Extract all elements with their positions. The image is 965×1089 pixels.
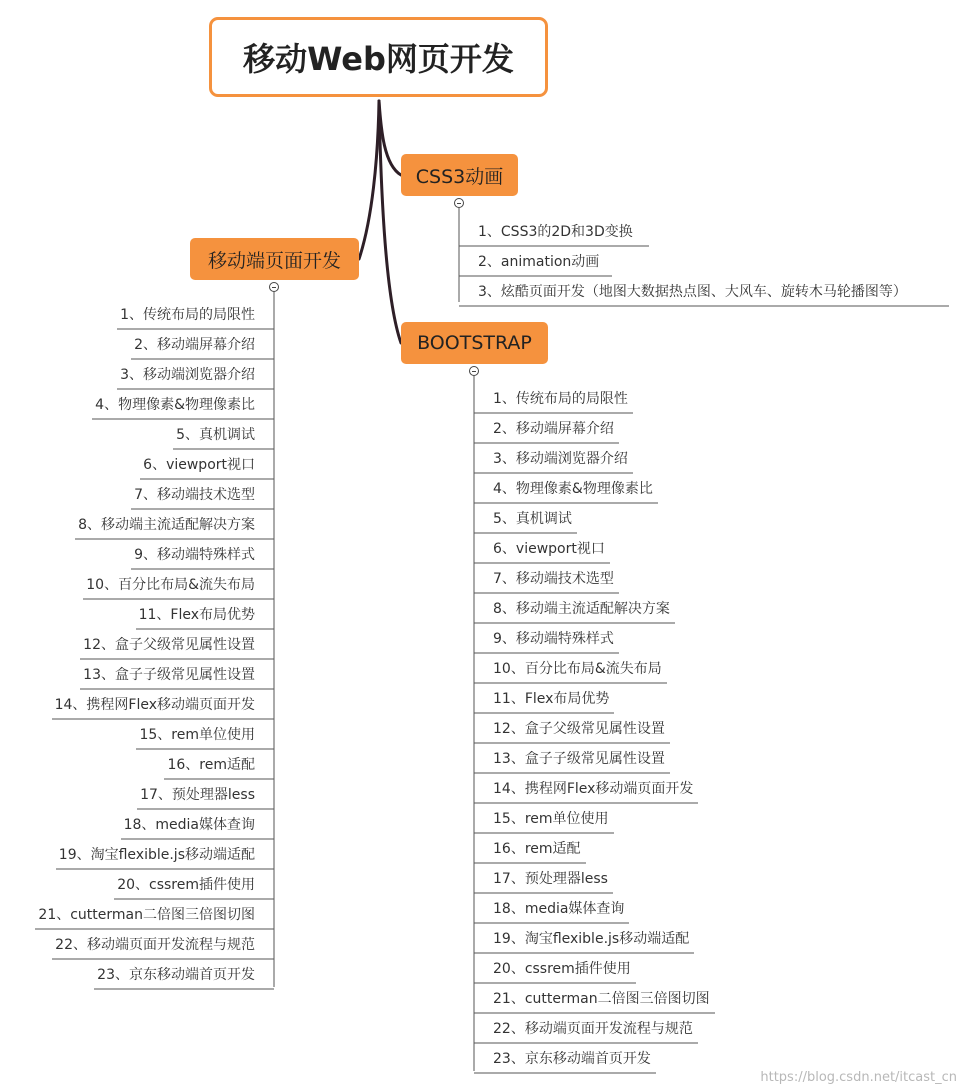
bootstrap-subtopic-item[interactable]: 10、百分比布局&流失布局 (493, 661, 662, 677)
mobile-subtopic-item[interactable]: 8、移动端主流适配解决方案 (78, 517, 255, 533)
mobile-subtopic-item[interactable]: 22、移动端页面开发流程与规范 (55, 937, 255, 953)
css3-subtopic-item[interactable]: 2、animation动画 (478, 254, 600, 270)
mobile-subtopic-item[interactable]: 7、移动端技术选型 (134, 487, 255, 503)
collapse-icon-css3[interactable] (454, 198, 464, 208)
mobile-subtopic-item[interactable]: 1、传统布局的局限性 (120, 307, 255, 323)
mobile-subtopic-item[interactable]: 15、rem单位使用 (139, 727, 255, 743)
collapse-icon-mobile[interactable] (269, 282, 279, 292)
bootstrap-subtopic-item[interactable]: 9、移动端特殊样式 (493, 631, 614, 647)
bootstrap-subtopic-item[interactable]: 13、盒子子级常见属性设置 (493, 751, 665, 767)
mobile-subtopic-item[interactable]: 9、移动端特殊样式 (134, 547, 255, 563)
mobile-subtopic-item[interactable]: 5、真机调试 (176, 427, 255, 443)
mobile-subtopic-item[interactable]: 23、京东移动端首页开发 (97, 967, 255, 983)
bootstrap-subtopic-item[interactable]: 3、移动端浏览器介绍 (493, 451, 628, 467)
bootstrap-subtopic-item[interactable]: 7、移动端技术选型 (493, 571, 614, 587)
bootstrap-subtopic-item[interactable]: 6、viewport视口 (493, 541, 605, 557)
watermark: https://blog.csdn.net/itcast_cn (760, 1070, 957, 1085)
mobile-subtopic-item[interactable]: 18、media媒体查询 (123, 817, 255, 833)
bootstrap-subtopic-item[interactable]: 2、移动端屏幕介绍 (493, 421, 614, 437)
mobile-subtopic-item[interactable]: 13、盒子子级常见属性设置 (83, 667, 255, 683)
mobile-subtopic-item[interactable]: 14、携程网Flex移动端页面开发 (54, 697, 255, 713)
bootstrap-subtopic-item[interactable]: 17、预处理器less (493, 871, 608, 887)
mobile-subtopic-item[interactable]: 12、盒子父级常见属性设置 (83, 637, 255, 653)
bootstrap-subtopic-item[interactable]: 14、携程网Flex移动端页面开发 (493, 781, 694, 797)
mobile-subtopic-item[interactable]: 19、淘宝flexible.js移动端适配 (58, 847, 255, 863)
bootstrap-subtopic-item[interactable]: 12、盒子父级常见属性设置 (493, 721, 665, 737)
bootstrap-subtopic-item[interactable]: 21、cutterman二倍图三倍图切图 (493, 991, 710, 1007)
topic-bootstrap[interactable]: BOOTSTRAP (401, 322, 548, 364)
bootstrap-subtopic-item[interactable]: 18、media媒体查询 (493, 901, 625, 917)
mobile-subtopic-item[interactable]: 21、cutterman二倍图三倍图切图 (38, 907, 255, 923)
mobile-subtopic-item[interactable]: 17、预处理器less (140, 787, 255, 803)
topic-css3-animation[interactable]: CSS3动画 (401, 154, 518, 196)
mobile-subtopic-item[interactable]: 16、rem适配 (167, 757, 255, 773)
bootstrap-subtopic-item[interactable]: 5、真机调试 (493, 511, 572, 527)
bootstrap-subtopic-item[interactable]: 22、移动端页面开发流程与规范 (493, 1021, 693, 1037)
bootstrap-subtopic-item[interactable]: 8、移动端主流适配解决方案 (493, 601, 670, 617)
bootstrap-subtopic-item[interactable]: 19、淘宝flexible.js移动端适配 (493, 931, 690, 947)
bootstrap-subtopic-item[interactable]: 15、rem单位使用 (493, 811, 609, 827)
collapse-icon-bootstrap[interactable] (469, 366, 479, 376)
bootstrap-subtopic-item[interactable]: 1、传统布局的局限性 (493, 391, 628, 407)
mobile-subtopic-item[interactable]: 4、物理像素&物理像素比 (95, 397, 255, 413)
bootstrap-subtopic-item[interactable]: 20、cssrem插件使用 (493, 961, 631, 977)
css3-subtopic-item[interactable]: 3、炫酷页面开发（地图大数据热点图、大风车、旋转木马轮播图等） (478, 284, 907, 300)
mobile-subtopic-item[interactable]: 10、百分比布局&流失布局 (86, 577, 255, 593)
css3-subtopic-item[interactable]: 1、CSS3的2D和3D变换 (478, 224, 633, 240)
topic-mobile-page-dev[interactable]: 移动端页面开发 (190, 238, 359, 280)
root-topic[interactable]: 移动Web网页开发 (209, 17, 548, 97)
bootstrap-subtopic-item[interactable]: 16、rem适配 (493, 841, 581, 857)
mobile-subtopic-item[interactable]: 3、移动端浏览器介绍 (120, 367, 255, 383)
connector-root-to-mobile (359, 101, 379, 259)
mobile-subtopic-item[interactable]: 11、Flex布局优势 (138, 607, 255, 623)
mobile-subtopic-item[interactable]: 20、cssrem插件使用 (117, 877, 255, 893)
mobile-subtopic-item[interactable]: 2、移动端屏幕介绍 (134, 337, 255, 353)
bootstrap-subtopic-item[interactable]: 23、京东移动端首页开发 (493, 1051, 651, 1067)
bootstrap-subtopic-item[interactable]: 4、物理像素&物理像素比 (493, 481, 653, 497)
bootstrap-subtopic-item[interactable]: 11、Flex布局优势 (493, 691, 610, 707)
mobile-subtopic-item[interactable]: 6、viewport视口 (143, 457, 255, 473)
